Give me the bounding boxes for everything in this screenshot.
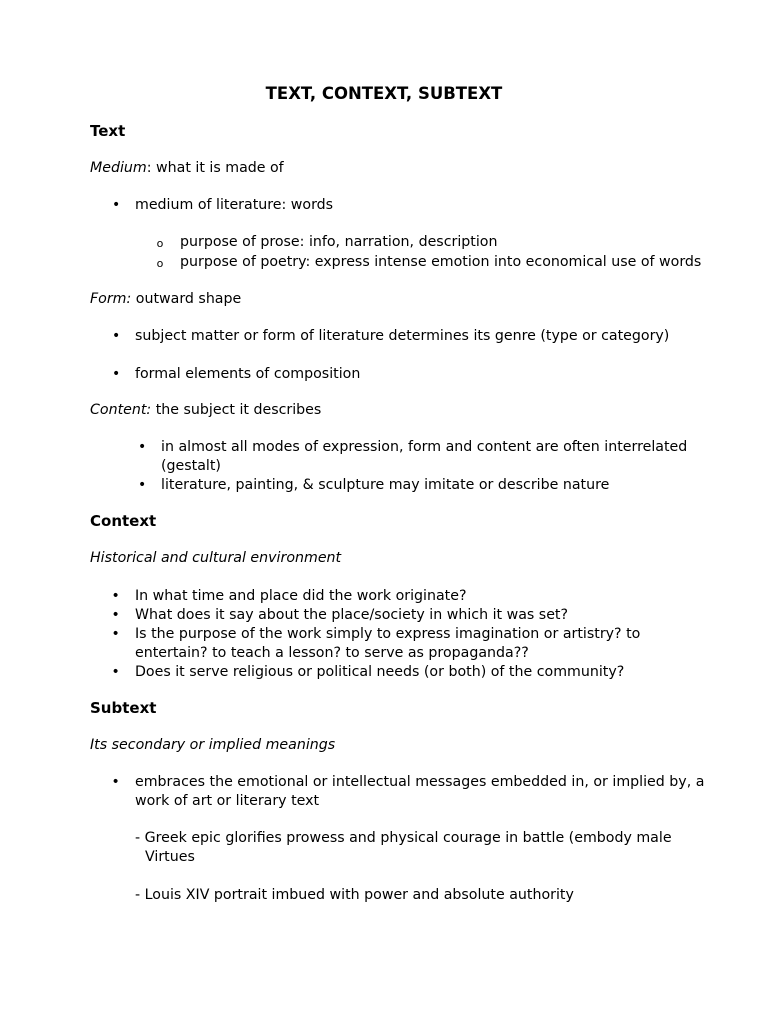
content-definition (90, 401, 321, 420)
list-item-continuation: entertain? to teach a lesson? to serve as propaganda?? (135, 645, 529, 661)
list-item: purpose of poetry: express intense emotion into economical use of words (180, 254, 702, 270)
medium-label: Medium (90, 160, 147, 176)
medium-definition (90, 159, 284, 178)
form-definition (90, 290, 241, 309)
bullet-icon: • (109, 773, 123, 791)
list-item: formal elements of composition (135, 366, 361, 382)
section-heading-subtext: Subtext (90, 699, 157, 717)
bullet-icon: • (138, 477, 147, 493)
list-item: medium of literature: words (135, 197, 334, 213)
bullet-icon: • (109, 663, 123, 681)
section-heading-context: Context (90, 512, 157, 530)
bullet-icon: • (109, 606, 123, 624)
example-continuation: Virtues (145, 849, 195, 865)
list-item: subject matter or form of literature determines its genre (type or category) (135, 328, 670, 344)
form-text: outward shape (131, 291, 242, 307)
list-item: in almost all modes of expression, form and content are often interrelated (161, 439, 688, 455)
example-item: - Louis XIV portrait imbued with power and absolute authority (135, 887, 574, 903)
content-label: Content: (90, 402, 152, 418)
sub-bullet-icon: o (156, 257, 164, 270)
sub-bullet-icon: o (156, 237, 164, 250)
bullet-icon: • (109, 587, 123, 605)
bullet-icon: • (109, 625, 123, 643)
list-item: Is the purpose of the work simply to express imagination or artistry? to (135, 626, 641, 642)
content-text: the subject it describes (151, 402, 322, 418)
bullet-icon: • (112, 328, 121, 344)
bullet-icon: • (138, 439, 147, 455)
subtext-subtitle: Its secondary or implied meanings (90, 737, 336, 753)
list-item: literature, painting, & sculpture may imitate or describe nature (161, 477, 610, 493)
list-item: In what time and place did the work originate? (135, 588, 467, 604)
list-item-continuation: work of art or literary text (135, 793, 320, 809)
list-item: purpose of prose: info, narration, description (180, 234, 498, 250)
list-item: Does it serve religious or political needs (or both) of the community? (135, 664, 625, 680)
bullet-icon: • (112, 197, 121, 213)
context-subtitle: Historical and cultural environment (90, 550, 342, 566)
form-label: Form: (90, 291, 132, 307)
medium-text: : what it is made of (146, 160, 284, 176)
list-item: embraces the emotional or intellectual messages embedded in, or implied by, a (135, 774, 705, 790)
bullet-icon: • (112, 366, 121, 382)
section-heading-text: Text (90, 122, 126, 140)
example-item: - Greek epic glorifies prowess and physical courage in battle (embody male (135, 830, 672, 846)
page-title: TEXT, CONTEXT, SUBTEXT (265, 84, 503, 103)
list-item: What does it say about the place/society in which it was set? (135, 607, 569, 623)
list-item-continuation: (gestalt) (161, 458, 221, 474)
